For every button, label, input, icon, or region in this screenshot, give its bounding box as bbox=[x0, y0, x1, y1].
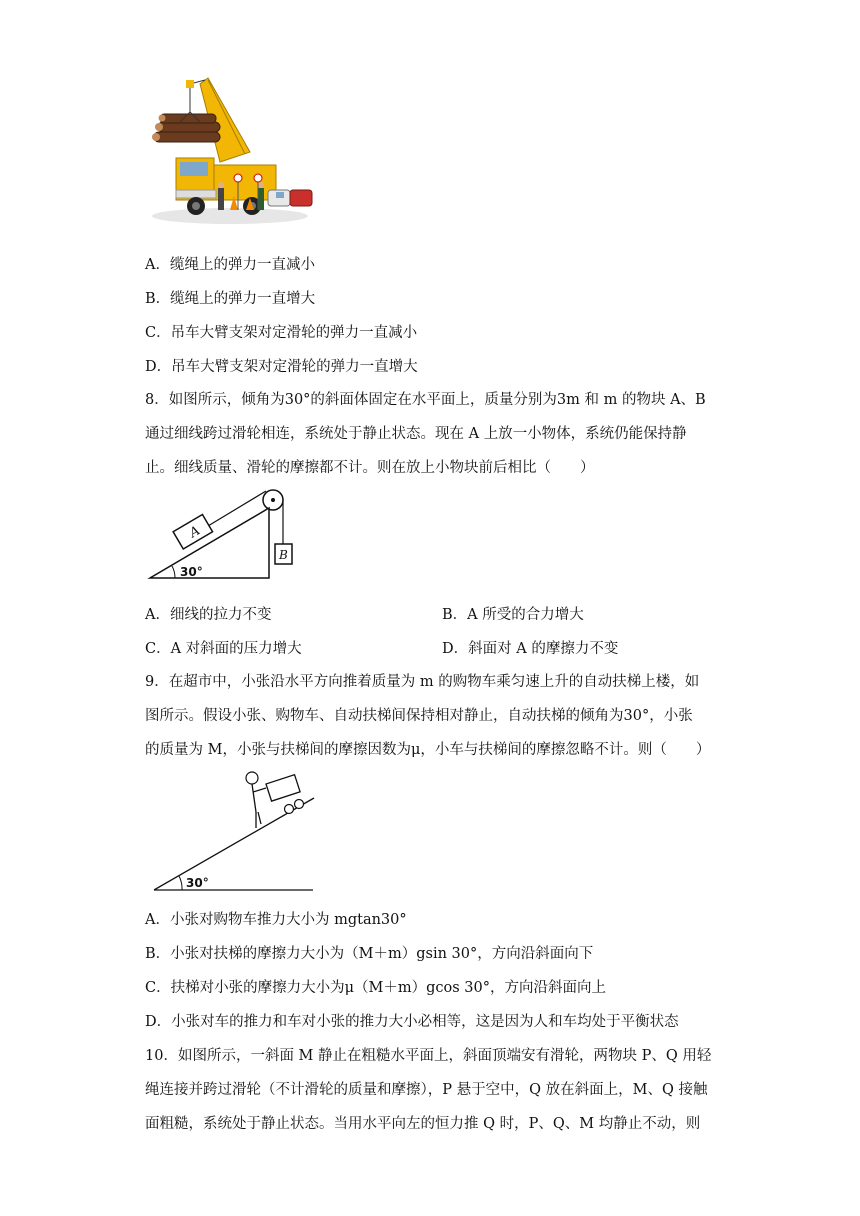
q8-stem-line-3: 止。细线质量、滑轮的摩擦都不计。则在放上小物块前后相比（ ） bbox=[145, 460, 595, 476]
q9-option-a: A．小张对购物车推力大小为 mgtan30° bbox=[145, 912, 407, 928]
q8-stem-line-1: 8．如图所示，倾角为30°的斜面体固定在水平面上，质量分别为3m 和 m 的物块 A、B bbox=[145, 392, 706, 408]
q10-stem-line-3: 面粗糙，系统处于静止状态。当用水平向左的恒力推 Q 时，P、Q、M 均静止不动，则 bbox=[145, 1116, 701, 1132]
q8-option-c: C．A 对斜面的压力增大 bbox=[145, 641, 302, 657]
q10-stem-line-1: 10．如图所示，一斜面 M 静止在粗糙水平面上，斜面顶端安有滑轮，两物块 P、Q 用轻 bbox=[145, 1048, 712, 1064]
q8-angle-label: 30° bbox=[180, 565, 203, 579]
q8-option-d: D．斜面对 A 的摩擦力不变 bbox=[442, 641, 619, 657]
q7-option-c: C．吊车大臂支架对定滑轮的弹力一直减小 bbox=[145, 325, 418, 341]
q8-block-a-label: A bbox=[187, 523, 203, 542]
crane-truck-image bbox=[150, 70, 320, 230]
q9-escalator-figure bbox=[148, 766, 318, 896]
q9-stem-line-2: 图所示。假设小张、购物车、自动扶梯间保持相对静止，自动扶梯的倾角为30°，小张 bbox=[145, 708, 693, 724]
q9-angle-label: 30° bbox=[186, 876, 209, 890]
q9-option-c: C．扶梯对小张的摩擦力大小为μ（M＋m）gcos 30°，方向沿斜面向上 bbox=[145, 980, 606, 996]
q9-option-b: B．小张对扶梯的摩擦力大小为（M＋m）gsin 30°，方向沿斜面向下 bbox=[145, 946, 594, 962]
q9-stem-line-1: 9．在超市中，小张沿水平方向推着质量为 m 的购物车乘匀速上升的自动扶梯上楼，如 bbox=[145, 674, 700, 690]
q9-stem-line-3: 的质量为 M，小张与扶梯间的摩擦因数为μ，小车与扶梯间的摩擦忽略不计。则（ ） bbox=[145, 742, 711, 758]
q7-option-b: B．缆绳上的弹力一直增大 bbox=[145, 291, 316, 307]
q7-option-d: D．吊车大臂支架对定滑轮的弹力一直增大 bbox=[145, 359, 418, 375]
q7-option-a: A．缆绳上的弹力一直减小 bbox=[145, 257, 315, 273]
q8-option-b: B．A 所受的合力增大 bbox=[442, 607, 584, 623]
q8-stem-line-2: 通过细线跨过滑轮相连，系统处于静止状态。现在 A 上放一小物体，系统仍能保持静 bbox=[145, 426, 687, 442]
q8-option-a: A．细线的拉力不变 bbox=[145, 607, 272, 623]
q8-incline-pulley-figure bbox=[145, 486, 305, 586]
q10-stem-line-2: 绳连接并跨过滑轮（不计滑轮的质量和摩擦），P 悬于空中，Q 放在斜面上，M、Q 接触 bbox=[145, 1082, 708, 1098]
q9-option-d: D．小张对车的推力和车对小张的推力大小必相等，这是因为人和车均处于平衡状态 bbox=[145, 1014, 679, 1030]
q8-block-b-label: B bbox=[279, 548, 288, 562]
